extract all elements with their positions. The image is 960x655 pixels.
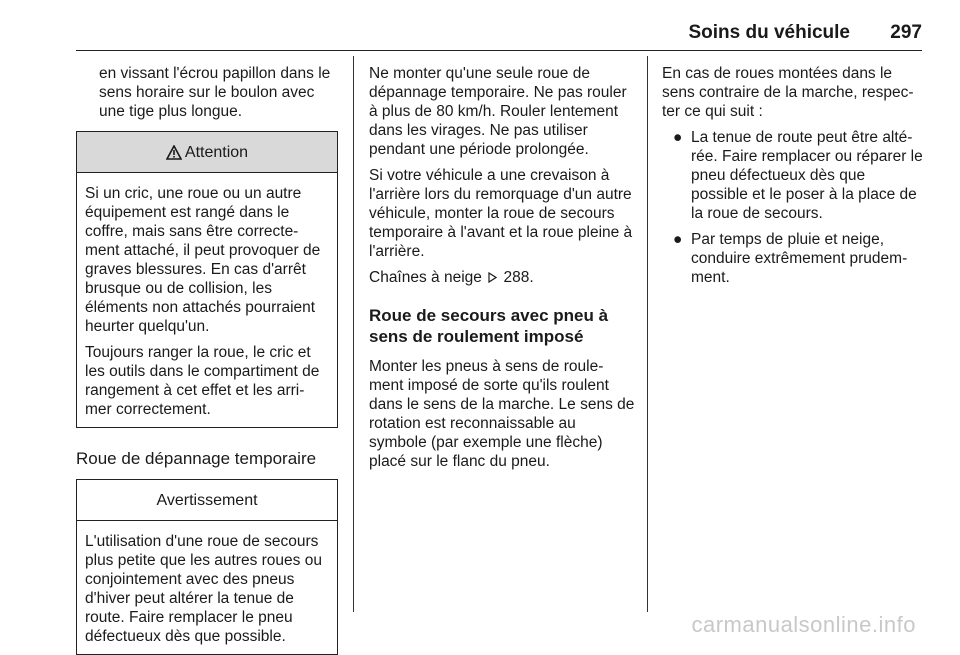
- list-item-text: La tenue de route peut être alté-rée. Faire remplacer ou réparer le pneu défectueux dès que possible et le poser à la place de la roue de secours.: [691, 129, 923, 222]
- bullet-list: [662, 128, 926, 287]
- column-3: [662, 64, 926, 294]
- column-divider-2: [647, 56, 648, 612]
- watermark: carmanualsonline.info: [691, 612, 916, 637]
- column-2: [369, 64, 637, 478]
- list-item: [662, 128, 926, 223]
- warning-box: [76, 479, 338, 655]
- attention-box: [76, 131, 338, 428]
- snow-chains-reference[interactable]: [369, 268, 637, 287]
- list-item: [662, 230, 926, 287]
- section-heading-temporary-wheel: Roue de dépannage temporaire: [76, 449, 317, 468]
- bullet-icon: ●: [673, 129, 683, 146]
- attention-label: Attention: [184, 143, 249, 161]
- intro-paragraph: en vissant l'écrou papillon dans le sens horaire sur le boulon avec une tige plus longue.: [99, 65, 331, 120]
- col2-paragraph-2: Si votre véhicule a une crevaison à l'arrière lors du remorquage d'un autre véhicule, monter la roue de secours temporaire à l'avant et la roue pleine à l'arrière.: [369, 167, 633, 260]
- snow-chains-page: 288.: [503, 269, 534, 286]
- column-1: [76, 64, 338, 655]
- warning-triangle-icon: [166, 145, 182, 160]
- page-reference-icon: [488, 272, 497, 283]
- page-header: [76, 22, 922, 48]
- warning-header: [77, 480, 337, 521]
- attention-paragraph-1: Si un cric, une roue ou un autre équipement est rangé dans le coffre, mais sans être correcte-ment attaché, il peut provoquer de graves blessures. En cas d'arrêt brusque ou de collision, les éléments non attachés pourraient heurter quelqu'un.: [85, 185, 321, 335]
- page-number: 297: [890, 22, 922, 43]
- col2-paragraph-1: Ne monter qu'une seule roue de dépannage temporaire. Ne pas rouler à plus de 80 km/h. Rouler lentement dans les virages. Ne pas utiliser pendant une période prolongée.: [369, 65, 627, 158]
- col2-paragraph-4: Monter les pneus à sens de roule-ment imposé de sorte qu'ils roulent dans le sens de la marche. Le sens de rotation est reconnaissable au symbole (par exemple une flèche) placé sur le flanc du pneu.: [369, 358, 635, 470]
- bullet-icon: ●: [673, 231, 683, 248]
- col3-paragraph-1: En cas de roues montées dans le sens contraire de la marche, respec-ter ce qui suit :: [662, 65, 914, 120]
- attention-paragraph-2: Toujours ranger la roue, le cric et les outils dans le compartiment de rangement à cet effet et les arri-mer correctement.: [85, 344, 320, 418]
- attention-header: [77, 132, 337, 173]
- snow-chains-text: Chaînes à neige: [369, 269, 482, 286]
- warning-label: Avertissement: [156, 491, 258, 509]
- attention-body: [77, 173, 337, 427]
- warning-paragraph-1: L'utilisation d'une roue de secours plus petite que les autres roues ou conjointement avec des pneus d'hiver peut altérer la tenue de route. Faire remplacer le pneu défectueux dès que possible.: [85, 533, 322, 645]
- column-divider-1: [353, 56, 354, 612]
- list-item-text: Par temps de pluie et neige, conduire extrêmement prudem-ment.: [691, 231, 908, 286]
- warning-body: [77, 521, 337, 654]
- section-heading-directional-tyre: Roue de secours avec pneu à sens de roulement imposé: [369, 306, 609, 346]
- header-divider: [76, 50, 922, 51]
- page-title: Soins du véhicule: [688, 22, 850, 43]
